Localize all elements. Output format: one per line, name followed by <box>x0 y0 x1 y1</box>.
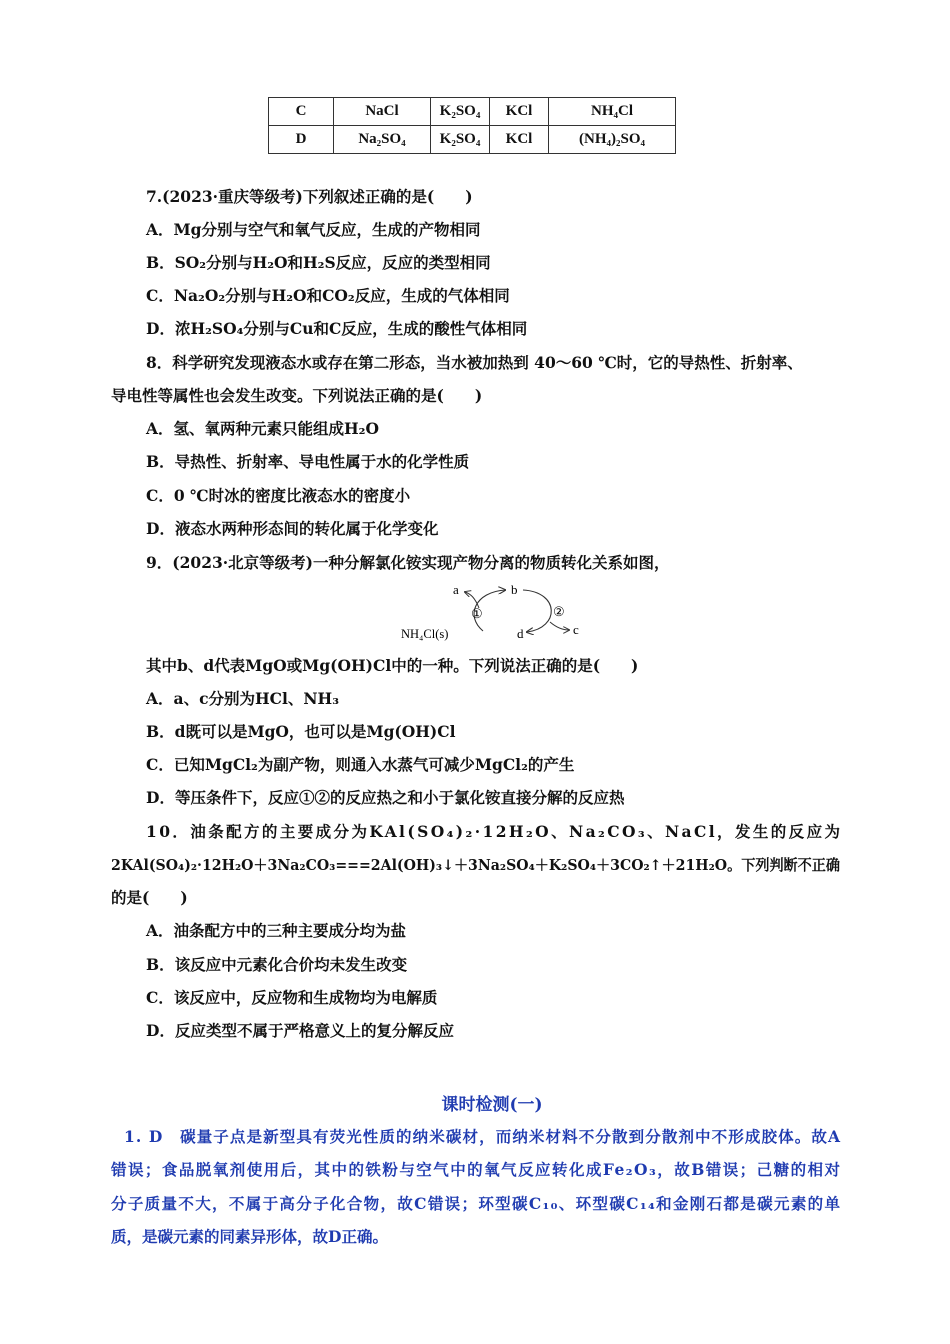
q9-option-d: D．等压条件下，反应①②的反应热之和小于氯化铵直接分解的反应热 <box>146 788 625 807</box>
answer-line1: 1. D 碳量子点是新型具有荧光性质的纳米碳材，而纳米材料不分散到分散剂中不形成胶体。故A <box>124 1127 842 1146</box>
q8-option-d: D．液态水两种形态间的转化属于化学变化 <box>146 519 439 538</box>
table-row <box>269 126 676 154</box>
arrow-step2 <box>523 590 551 632</box>
label-step1: ① <box>471 606 483 621</box>
cell: NH₄Cl <box>549 98 676 126</box>
q8-stem-line2: 导电性等属性也会发生改变。下列说法正确的是( ) <box>111 386 483 405</box>
q7-option-b: B．SO₂分别与H₂O和H₂S反应，反应的类型相同 <box>146 253 491 272</box>
cell: (NH₄)₂SO₄ <box>549 126 676 154</box>
label-a: a <box>453 582 459 597</box>
q10-stem-line3: 的是( ) <box>111 888 188 907</box>
q7-stem: 7.(2023·重庆等级考)下列叙述正确的是( ) <box>146 187 473 206</box>
cell: KCl <box>490 98 549 126</box>
q8-stem-line1: 8．科学研究发现液态水或存在第二形态，当水被加热到 40～60 ℃时，它的导热性、折射率、 <box>146 353 803 372</box>
q7-option-a: A．Mg分别与空气和氧气反应，生成的产物相同 <box>146 220 481 239</box>
q10-option-b: B．该反应中元素化合价均未发生改变 <box>146 955 408 974</box>
q9-stem: 9．(2023·北京等级考)一种分解氯化铵实现产物分离的物质转化关系如图， <box>146 553 670 572</box>
q7-option-c: C．Na₂O₂分别与H₂O和CO₂反应，生成的气体相同 <box>146 286 510 305</box>
q10-option-c: C．该反应中，反应物和生成物均为电解质 <box>146 988 438 1007</box>
q9-stem-line2: 其中b、d代表MgO或Mg(OH)Cl中的一种。下列说法正确的是( ) <box>146 656 639 675</box>
answer-line4: 质，是碳元素的同素异形体，故D正确。 <box>111 1227 388 1246</box>
q9-option-c: C．已知MgCl₂为副产物，则通入水蒸气可减少MgCl₂的产生 <box>146 755 575 774</box>
q8-option-b: B．导热性、折射率、导电性属于水的化学性质 <box>146 452 470 471</box>
answer-line3: 分子质量不大，不属于高分子化合物，故C错误；环型碳C₁₀、环型碳C₁₄和金刚石都是碳元素的单 <box>111 1194 842 1213</box>
label-step2: ② <box>553 604 565 619</box>
cell: K₂SO₄ <box>431 126 490 154</box>
arrow-to-c <box>550 622 569 630</box>
q9-option-a: A．a、c分别为HCl、NH₃ <box>146 689 339 708</box>
cell: K₂SO₄ <box>431 98 490 126</box>
conversion-diagram <box>395 578 595 646</box>
q10-stem-line2: 2KAl(SO₄)₂·12H₂O＋3Na₂CO₃===2Al(OH)₃↓＋3Na₂SO₄＋K₂SO₄＋3CO₂↑＋21H₂O。下列判断不正确 <box>111 857 841 874</box>
cell: KCl <box>490 126 549 154</box>
options-table <box>268 97 676 154</box>
row-label: C <box>269 98 334 126</box>
q10-stem-line1: 10．油条配方的主要成分为KAl(SO₄)₂·12H₂O、Na₂CO₃、NaCl，发生的反应为 <box>146 822 843 841</box>
q10-option-d: D．反应类型不属于严格意义上的复分解反应 <box>146 1021 454 1040</box>
label-c: c <box>573 622 579 637</box>
q8-option-a: A．氢、氧两种元素只能组成H₂O <box>146 419 379 438</box>
label-d: d <box>517 626 524 641</box>
label-reactant: NH₄Cl(s) <box>401 627 449 641</box>
table-row <box>269 98 676 126</box>
cell: Na₂SO₄ <box>334 126 431 154</box>
q9-option-b: B．d既可以是MgO，也可以是Mg(OH)Cl <box>146 722 456 741</box>
q10-option-a: A．油条配方中的三种主要成分均为盐 <box>146 921 407 940</box>
cell: NaCl <box>334 98 431 126</box>
row-label: D <box>269 126 334 154</box>
q8-option-c: C．0 ℃时冰的密度比液态水的密度小 <box>146 486 411 505</box>
q7-option-d: D．浓H₂SO₄分别与Cu和C反应，生成的酸性气体相同 <box>146 319 528 338</box>
label-b: b <box>511 582 518 597</box>
answer-heading: 课时检测(一) <box>441 1095 543 1115</box>
answer-line2: 错误；食品脱氧剂使用后，其中的铁粉与空气中的氧气反应转化成Fe₂O₃，故B错误；己糖的相对 <box>111 1160 842 1179</box>
